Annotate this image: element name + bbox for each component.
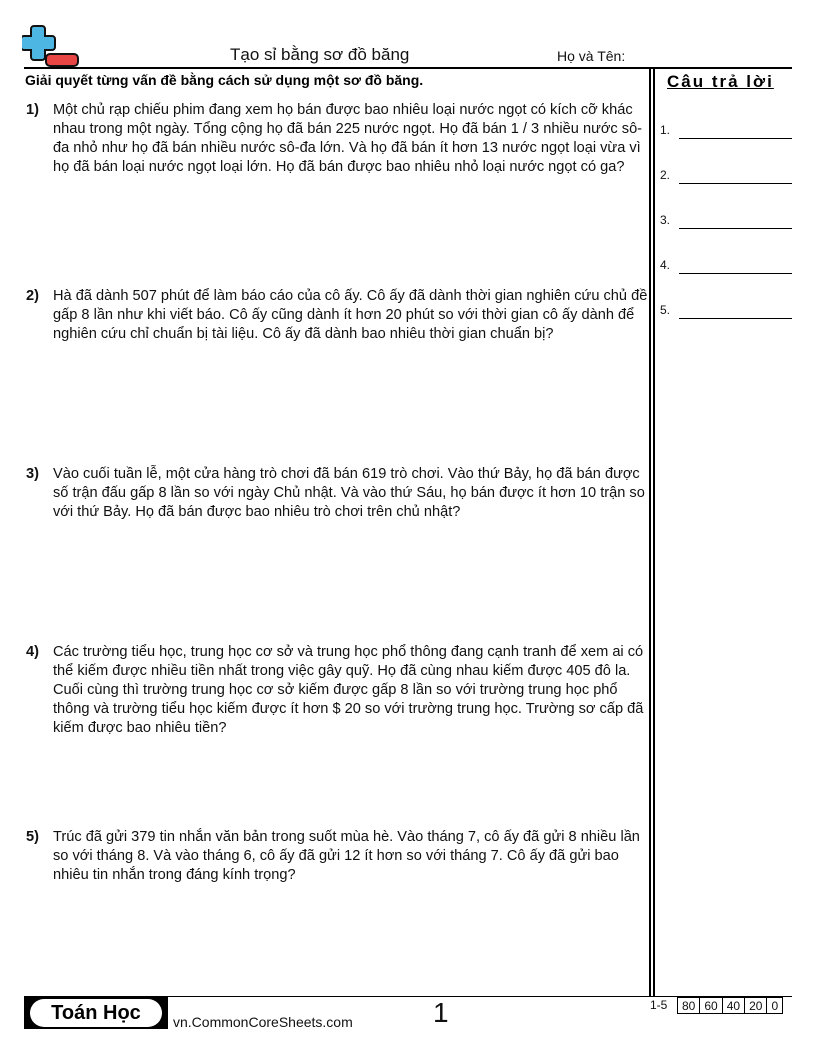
- problem-text: Các trường tiểu học, trung học cơ sở và trung học phổ thông đang cạnh tranh để xem ai có thể kiếm được nhiều tiền nhất trong việc gây quỹ. Họ đã cùng nhau kiếm được 405 đô la. Cuối cùng thì trường trung học cơ sở kiếm được gấp 8 lần so với trường trung học phổ thông và trường tiểu học kiếm được ít hơn $ 20 so với trường trung học. Trường sơ cấp đã kiếm được bao nhiêu tiền?: [53, 644, 644, 736]
- answer-label: 3.: [660, 213, 671, 227]
- answer-label: 5.: [660, 303, 671, 317]
- problem-number: 4): [26, 644, 39, 660]
- score-cell: 40: [722, 998, 744, 1014]
- problem-item: [26, 287, 650, 344]
- score-cell: 80: [678, 998, 700, 1014]
- problem-item: [26, 643, 650, 738]
- problem-text: Hà đã dành 507 phút để làm báo cáo của cô ấy. Cô ấy đã dành thời gian nghiên cứu chủ đề gấp 8 lần như khi viết báo. Cô ấy cũng dành ít hơn 20 phút so với thời gian cô ấy dành để nghiên cứu chỉ chuẩn bị tài liệu. Cô ấy đã dành bao nhiêu thời gian chuẩn bị?: [53, 288, 648, 342]
- problem-text: Trúc đã gửi 379 tin nhắn văn bản trong suốt mùa hè. Vào tháng 7, cô ấy đã gửi 8 nhiều lần so với tháng 8. Và vào tháng 6, cô ấy đã gửi 12 ít hơn so với tháng 7. Cô ấy đã gửi bao nhiêu tin nhắn trong đáng kính trọng?: [53, 829, 640, 883]
- score-table: [677, 997, 783, 1014]
- answer-field[interactable]: [679, 228, 792, 229]
- plus-minus-logo-icon: [22, 24, 80, 68]
- problem-number: 1): [26, 102, 39, 118]
- worksheet-title: Tạo sỉ bằng sơ đồ băng: [230, 45, 410, 64]
- page-number: 1: [433, 997, 449, 1028]
- answer-label: 4.: [660, 258, 671, 272]
- problem-text: Vào cuối tuần lễ, một cửa hàng trò chơi đã bán 619 trò chơi. Vào thứ Bảy, họ đã bán được số trận đấu gấp 8 lần so với ngày Chủ nhật. Và vào thứ Sáu, họ bán được ít hơn 10 trận so với thứ Bảy. Họ đã bán được bao nhiêu trò chơi trên chủ nhật?: [53, 466, 645, 520]
- problem-item: [26, 465, 650, 522]
- answer-label: 1.: [660, 123, 671, 137]
- subject-badge: Toán Học: [30, 999, 162, 1027]
- answer-label: 2.: [660, 168, 671, 182]
- score-cell: 0: [767, 998, 783, 1014]
- name-label: Họ và Tên:: [557, 48, 626, 64]
- problem-text: Một chủ rạp chiếu phim đang xem họ bán được bao nhiêu loại nước ngọt có kích cỡ khác nhau trong một ngày. Tổng cộng họ đã bán 225 nước ngọt. Họ đã bán 1 / 3 nhiều nước sô-đa nhỏ như họ đã bán nhiều nước sô-đa lớn. Và họ đã bán ít hơn 13 nước ngọt loại vừa vì họ đã bán loại nước ngọt loại lớn. Họ đã bán được bao nhiêu nhỏ loại nước ngọt có ga?: [53, 102, 643, 175]
- answer-field[interactable]: [679, 318, 792, 319]
- score-cell: 20: [745, 998, 767, 1014]
- score-range-label: 1-5: [650, 998, 668, 1012]
- score-cell: 60: [700, 998, 722, 1014]
- column-divider: [653, 69, 655, 996]
- answer-field[interactable]: [679, 183, 792, 184]
- answer-key-title: Câu trả lời: [667, 72, 774, 91]
- problem-number: 5): [26, 829, 39, 845]
- site-link[interactable]: vn.CommonCoreSheets.com: [173, 1014, 353, 1030]
- instructions: Giải quyết từng vấn đề bằng cách sử dụng một sơ đồ băng.: [25, 72, 424, 88]
- problem-item: [26, 828, 650, 885]
- problem-number: 3): [26, 466, 39, 482]
- problem-item: [26, 101, 650, 177]
- answer-field[interactable]: [679, 273, 792, 274]
- answer-field[interactable]: [679, 138, 792, 139]
- header-rule: [24, 67, 792, 69]
- problem-number: 2): [26, 288, 39, 304]
